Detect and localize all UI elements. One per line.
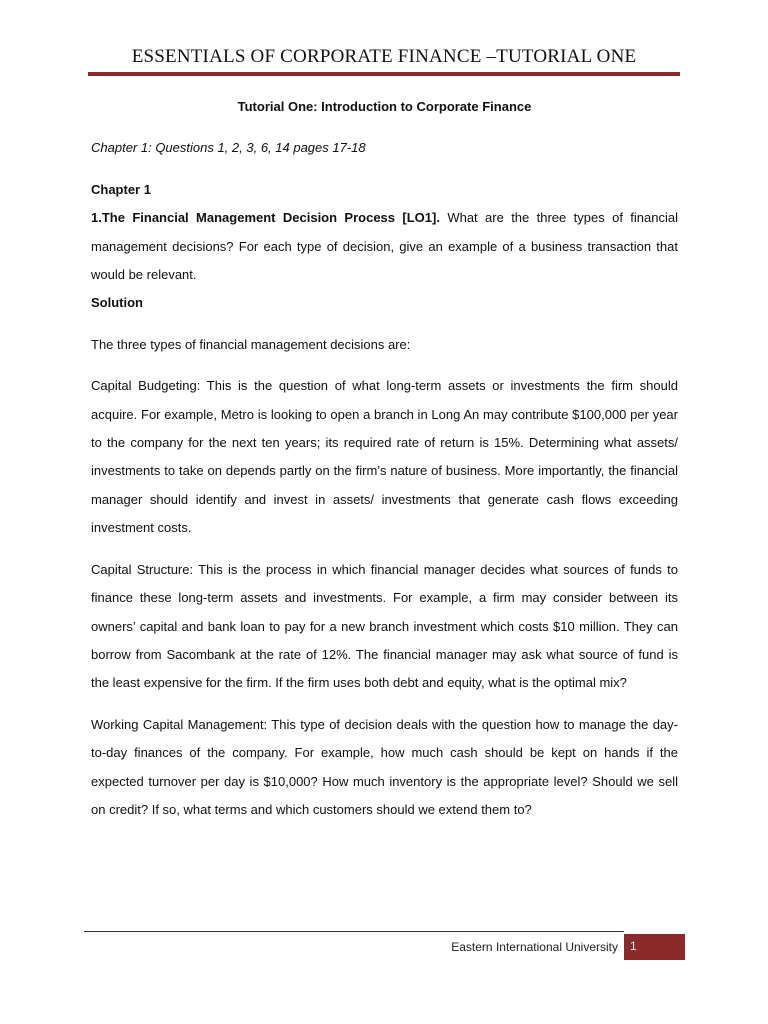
question-text: What are the three types of financial management decisions? For each type of decision, give an example of a business transaction that would be relevant. xyxy=(91,210,678,283)
question-paragraph xyxy=(91,204,678,289)
header-rule xyxy=(88,72,680,76)
footer-institution: Eastern International University xyxy=(451,940,618,954)
capital-structure-paragraph: Capital Structure: This is the process in which financial manager decides what sources of funds to finance these long-term assets and investments. For example, a firm may consider between its owners’ capital and bank loan to pay for a new branch investment which costs $10 million. They can borrow from Sacombank at the rate of 12%. The financial manager may ask what source of fund is the least expensive for the firm. If the firm uses both debt and equity, what is the optimal mix? xyxy=(91,561,678,691)
solution-heading: Solution xyxy=(91,295,143,311)
page-number: 1 xyxy=(630,939,637,953)
header-title: ESSENTIALS OF CORPORATE FINANCE –TUTORIAL ONE xyxy=(131,46,637,67)
chapter-heading: Chapter 1 xyxy=(91,181,151,197)
tutorial-subtitle: Tutorial One: Introduction to Corporate Finance xyxy=(237,99,532,114)
footer-rule xyxy=(84,931,624,932)
question-title: 1.The Financial Management Decision Process [LO1]. xyxy=(91,210,440,226)
capital-budgeting-paragraph: Capital Budgeting: This is the question of what long-term assets or investments the firm should acquire. For example, Metro is looking to open a branch in Long An may contribute $100,000 per year to the company for the next ten years; its required rate of return is 15%. Determining what assets/ investments to take on depends partly on the firm’s nature of business. More importantly, the financial manager should identify and invest in assets/ investments that generate cash flows exceeding investment costs. xyxy=(91,378,678,536)
document-body xyxy=(91,93,678,837)
page-number-box xyxy=(624,934,685,960)
chapter-reference: Chapter 1: Questions 1, 2, 3, 6, 14 pages 17-18 xyxy=(91,140,366,156)
working-capital-paragraph: Working Capital Management: This type of decision deals with the question how to manage the day-to-day finances of the company. For example, how much cash should be kept on hands if the expected turnover per day is $10,000? How much inventory is the appropriate level? Should we sell on credit? If so, what terms and which customers should we extend them to? xyxy=(91,716,678,817)
solution-intro: The three types of financial management decisions are: xyxy=(91,336,411,352)
